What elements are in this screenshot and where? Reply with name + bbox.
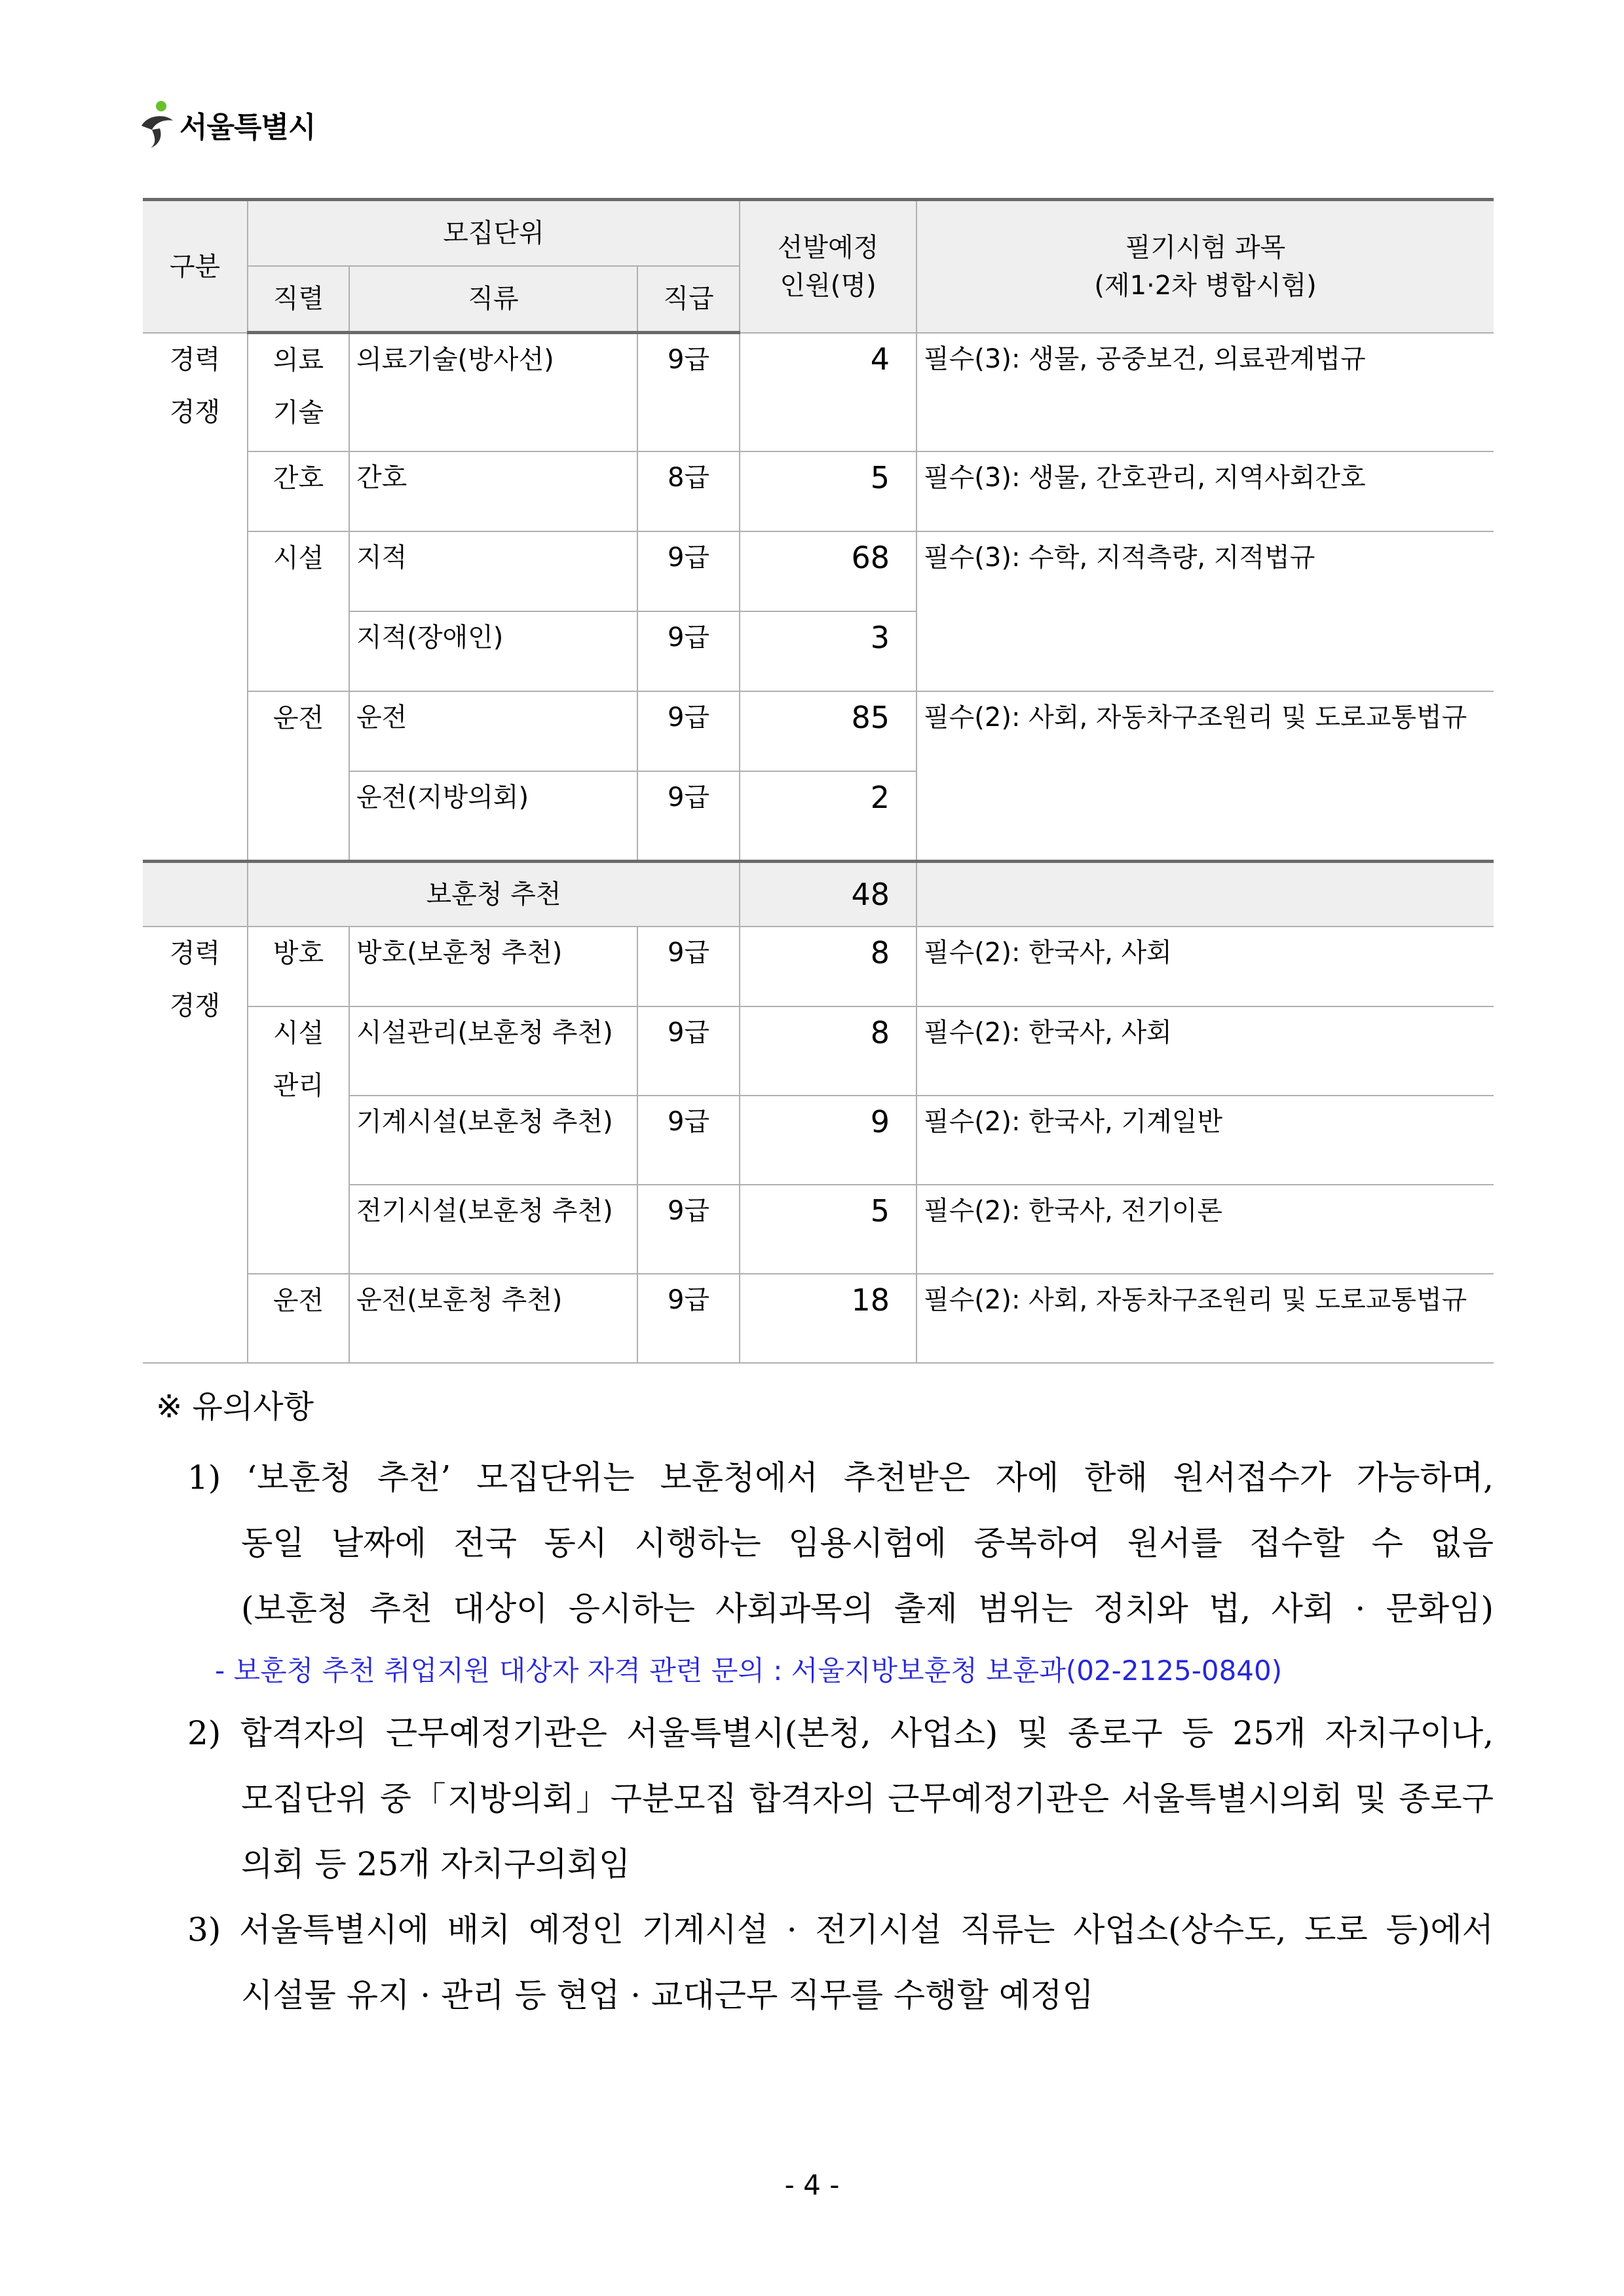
header-unit: 모집단위 — [248, 200, 740, 267]
series-cell: 의료 기술 — [248, 333, 349, 452]
recruitment-table — [143, 198, 1494, 1364]
table-row — [143, 1274, 1494, 1363]
header-subject: 필기시험 과목 (제1·2차 병합시험) — [916, 200, 1494, 333]
class-cell: 운전(지방의회) — [349, 771, 637, 862]
grade-cell: 8급 — [637, 451, 740, 531]
grade-cell: 9급 — [637, 1006, 740, 1096]
table-row — [143, 531, 1494, 611]
header-class: 직류 — [349, 266, 637, 333]
notes-section — [143, 1381, 1494, 2028]
series-cell: 시설 관리 — [248, 1006, 349, 1274]
grade-cell: 9급 — [637, 927, 740, 1006]
table-row — [143, 691, 1494, 771]
count-cell: 18 — [740, 1274, 916, 1363]
class-cell: 방호(보훈청 추천) — [349, 927, 637, 1006]
table-row — [143, 927, 1494, 1006]
table-header-row — [143, 200, 1494, 267]
note-1-contact: - 보훈청 추천 취업지원 대상자 자격 관련 문의 : 서울지방보훈청 보훈과(02-2125-0840) — [215, 1655, 1283, 1687]
count-cell: 68 — [740, 531, 916, 611]
subject-cell: 필수(2): 한국사, 사회 — [916, 1006, 1494, 1096]
subject-cell: 필수(2): 한국사, 전기이론 — [916, 1185, 1494, 1274]
header-category: 구분 — [143, 200, 248, 333]
class-cell: 시설관리(보훈청 추천) — [349, 1006, 637, 1096]
count-cell: 5 — [740, 451, 916, 531]
subject-cell: 필수(2): 사회, 자동차구조원리 및 도로교통법규 — [916, 1274, 1494, 1363]
series-cell: 시설 — [248, 531, 349, 691]
class-cell: 운전(보훈청 추천) — [349, 1274, 637, 1363]
class-cell: 의료기술(방사선) — [349, 333, 637, 452]
subject-cell: 필수(2): 사회, 자동차구조원리 및 도로교통법규 — [916, 691, 1494, 862]
seoul-logo — [138, 98, 316, 151]
table-row — [143, 333, 1494, 452]
series-cell: 간호 — [248, 451, 349, 531]
veterans-band-row — [143, 862, 1494, 927]
class-cell: 운전 — [349, 691, 637, 771]
seoul-logo-icon — [138, 100, 177, 149]
count-cell: 8 — [740, 927, 916, 1006]
page-number: - 4 - — [784, 2169, 840, 2201]
count-cell: 8 — [740, 1006, 916, 1096]
band-label: 보훈청 추천 — [248, 862, 740, 927]
count-cell: 9 — [740, 1096, 916, 1185]
category-cell: 경력 경쟁 — [143, 927, 248, 1363]
note-3-line-2: 시설물 유지 · 관리 등 현업 · 교대근무 직무를 수행할 예정임 — [241, 1976, 1094, 2014]
class-cell: 지적(장애인) — [349, 611, 637, 691]
note-1-line-2: 동일 날짜에 전국 동시 시행하는 임용시험에 중복하여 원서를 접수할 수 없음 — [241, 1524, 1494, 1562]
category-cell: 경력 경쟁 — [143, 333, 248, 862]
logo-text: 서울특별시 — [179, 111, 316, 144]
band-count: 48 — [740, 862, 916, 927]
subject-cell: 필수(3): 생물, 간호관리, 지역사회간호 — [916, 451, 1494, 531]
grade-cell: 9급 — [637, 333, 740, 452]
subject-cell: 필수(3): 생물, 공중보건, 의료관계법규 — [916, 333, 1494, 452]
table-row — [143, 1006, 1494, 1096]
class-cell: 지적 — [349, 531, 637, 611]
count-cell: 4 — [740, 333, 916, 452]
class-cell: 전기시설(보훈청 추천) — [349, 1185, 637, 1274]
header-series: 직렬 — [248, 266, 349, 333]
subject-cell: 필수(3): 수학, 지적측량, 지적법규 — [916, 531, 1494, 691]
table-row — [143, 451, 1494, 531]
count-cell: 2 — [740, 771, 916, 862]
note-2-line-1: 2) 합격자의 근무예정기관은 서울특별시(본청, 사업소) 및 종로구 등 25개 자치구이나, — [187, 1714, 1494, 1752]
subject-cell: 필수(2): 한국사, 기계일반 — [916, 1096, 1494, 1185]
band-empty-subject — [916, 862, 1494, 927]
header-grade: 직급 — [637, 266, 740, 333]
grade-cell: 9급 — [637, 531, 740, 611]
band-empty — [143, 862, 248, 927]
note-1-line-3: (보훈청 추천 대상이 응시하는 사회과목의 출제 범위는 정치와 법, 사회 · 문화임) — [241, 1590, 1494, 1628]
note-1-line-1: 1) ‘보훈청 추천’ 모집단위는 보훈청에서 추천받은 자에 한해 원서접수가 가능하며, — [187, 1459, 1494, 1497]
count-cell: 3 — [740, 611, 916, 691]
class-cell: 기계시설(보훈청 추천) — [349, 1096, 637, 1185]
header-count: 선발예정 인원(명) — [740, 200, 916, 333]
grade-cell: 9급 — [637, 691, 740, 771]
count-cell: 5 — [740, 1185, 916, 1274]
grade-cell: 9급 — [637, 771, 740, 862]
class-cell: 간호 — [349, 451, 637, 531]
note-3-line-1: 3) 서울특별시에 배치 예정인 기계시설 · 전기시설 직류는 사업소(상수도, 도로 등)에서 — [187, 1911, 1494, 1949]
subject-cell: 필수(2): 한국사, 사회 — [916, 927, 1494, 1006]
series-cell: 운전 — [248, 1274, 349, 1363]
grade-cell: 9급 — [637, 1185, 740, 1274]
grade-cell: 9급 — [637, 1274, 740, 1363]
series-cell: 운전 — [248, 691, 349, 862]
note-2-line-2: 모집단위 중「지방의회」구분모집 합격자의 근무예정기관은 서울특별시의회 및 종로구 — [241, 1780, 1494, 1818]
count-cell: 85 — [740, 691, 916, 771]
grade-cell: 9급 — [637, 1096, 740, 1185]
grade-cell: 9급 — [637, 611, 740, 691]
note-2-line-3: 의회 등 25개 자치구의회임 — [241, 1845, 631, 1883]
notes-title: ※ 유의사항 — [156, 1388, 314, 1425]
series-cell: 방호 — [248, 927, 349, 1006]
